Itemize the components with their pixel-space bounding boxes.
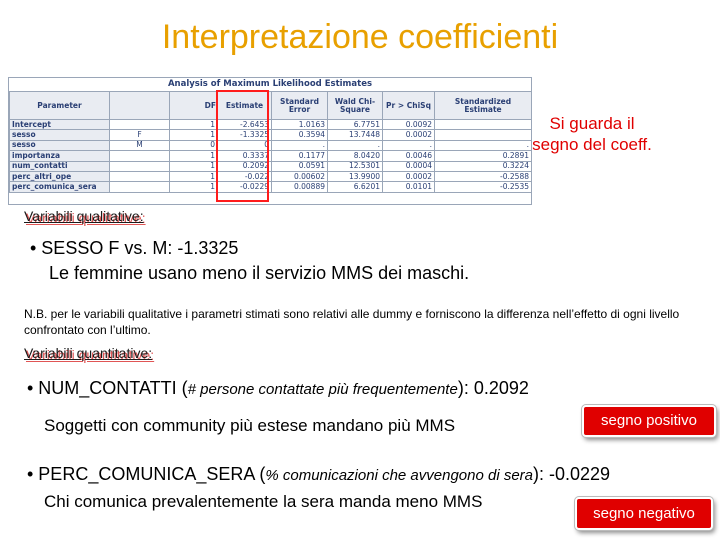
side-note: Si guarda il segno del coeff.	[532, 114, 652, 154]
table-row	[10, 171, 532, 181]
bullet-note: # persone contattate più frequentemente	[187, 381, 458, 398]
table-cell: -0.022	[218, 171, 272, 181]
table-row	[10, 140, 532, 150]
header-cell: Standard Error	[272, 92, 328, 120]
table-cell: 0.0046	[383, 151, 435, 161]
table-cell: 0.00889	[272, 182, 328, 192]
table-body	[10, 120, 532, 193]
table-cell: 1	[170, 130, 218, 140]
bullet-num-contatti	[27, 378, 529, 399]
table-cell	[110, 151, 170, 161]
table-cell: 6.6201	[328, 182, 383, 192]
bullet-perc-comunica-sera	[27, 464, 610, 485]
table-cell: 0.3594	[272, 130, 328, 140]
table-cell	[110, 120, 170, 130]
table-cell: Intercept	[10, 120, 110, 130]
table-cell: 6.7751	[328, 120, 383, 130]
header-cell: Estimate	[218, 92, 272, 120]
table-cell: -0.0229	[218, 182, 272, 192]
table-cell: 0.2092	[218, 161, 272, 171]
table-cell: perc_altri_ope	[10, 171, 110, 181]
table-cell	[110, 182, 170, 192]
quantitative-heading: Variabili quantitative:	[24, 345, 153, 361]
table-cell: 1	[170, 151, 218, 161]
table-caption: Analysis of Maximum Likelihood Estimates	[167, 79, 373, 89]
table-cell: 0.3337	[218, 151, 272, 161]
table-cell: sesso	[10, 140, 110, 150]
table-cell: 0	[218, 140, 272, 150]
estimates-grid	[9, 91, 532, 193]
table-cell: 0	[170, 140, 218, 150]
bullet-num-contatti-explanation: Soggetti con community più estese mandano più MMS	[44, 416, 456, 435]
table-cell: 0.2891	[435, 151, 532, 161]
table-cell: 13.7448	[328, 130, 383, 140]
table-cell: .	[435, 140, 532, 150]
table-cell: perc_comunica_sera	[10, 182, 110, 192]
table-cell	[435, 120, 532, 130]
negative-sign-badge: segno negativo	[575, 497, 713, 530]
bullet-prefix: • NUM_CONTATTI (	[27, 378, 188, 398]
table-cell: 0.1177	[272, 151, 328, 161]
bullet-suffix: ): 0.2092	[457, 378, 529, 398]
qualitative-heading: Variabili qualitative:	[24, 208, 144, 224]
bullet-perc-comunica-sera-explanation: Chi comunica prevalentemente la sera manda meno MMS	[44, 492, 483, 511]
table-header-row	[10, 92, 532, 120]
table-cell: M	[110, 140, 170, 150]
table-cell	[110, 171, 170, 181]
nb-note: N.B. per le variabili qualitative i parametri stimati sono relativi alle dummy e forniscono la differenza nell’effetto di ogni livello confrontato con l’ultimo.	[24, 307, 680, 337]
table-cell: -0.2588	[435, 171, 532, 181]
table-row	[10, 161, 532, 171]
table-row	[10, 151, 532, 161]
table-cell: 13.9900	[328, 171, 383, 181]
header-cell: DF	[170, 92, 218, 120]
table-cell: -1.3325	[218, 130, 272, 140]
table-cell: .	[383, 140, 435, 150]
table-cell: 8.0420	[328, 151, 383, 161]
header-cell	[110, 92, 170, 120]
header-cell: Wald Chi-Square	[328, 92, 383, 120]
table-cell: 0.0002	[383, 130, 435, 140]
table-row	[10, 120, 532, 130]
bullet-sesso: • SESSO F vs. M: -1.3325	[30, 238, 239, 258]
table-cell: 1	[170, 120, 218, 130]
table-cell: .	[272, 140, 328, 150]
table-cell: 1	[170, 161, 218, 171]
table-cell: 0.3224	[435, 161, 532, 171]
header-cell: Parameter	[10, 92, 110, 120]
bullet-prefix: • PERC_COMUNICA_SERA (	[27, 464, 266, 484]
table-cell	[435, 130, 532, 140]
table-cell: .	[328, 140, 383, 150]
bullet-suffix: ): -0.0229	[533, 464, 611, 484]
table-cell: 0.0591	[272, 161, 328, 171]
table-cell: 0.0004	[383, 161, 435, 171]
bullet-sesso-explanation: Le femmine usano meno il servizio MMS dei maschi.	[49, 263, 470, 283]
table-cell: 0.0101	[383, 182, 435, 192]
table-cell	[110, 161, 170, 171]
table-cell: num_contatti	[10, 161, 110, 171]
table-cell: 0.00602	[272, 171, 328, 181]
table-row	[10, 182, 532, 192]
table-cell: F	[110, 130, 170, 140]
table-cell: sesso	[10, 130, 110, 140]
table-cell: 12.5301	[328, 161, 383, 171]
table-cell: 0.0002	[383, 171, 435, 181]
table-row	[10, 130, 532, 140]
estimate-column-highlight	[216, 90, 269, 202]
sas-output-table	[8, 77, 532, 205]
bullet-note: % comunicazioni che avvengono di sera	[265, 467, 534, 484]
slide-title: Interpretazione coefficienti	[161, 18, 559, 56]
positive-sign-badge: segno positivo	[582, 405, 716, 437]
table-cell: 1	[170, 171, 218, 181]
header-cell: Pr > ChiSq	[383, 92, 435, 120]
header-cell: Standardized Estimate	[435, 92, 532, 120]
table-cell: 1.0163	[272, 120, 328, 130]
table-cell: -0.2535	[435, 182, 532, 192]
table-cell: importanza	[10, 151, 110, 161]
table-cell: -2.6453	[218, 120, 272, 130]
table-cell: 0.0092	[383, 120, 435, 130]
table-cell: 1	[170, 182, 218, 192]
